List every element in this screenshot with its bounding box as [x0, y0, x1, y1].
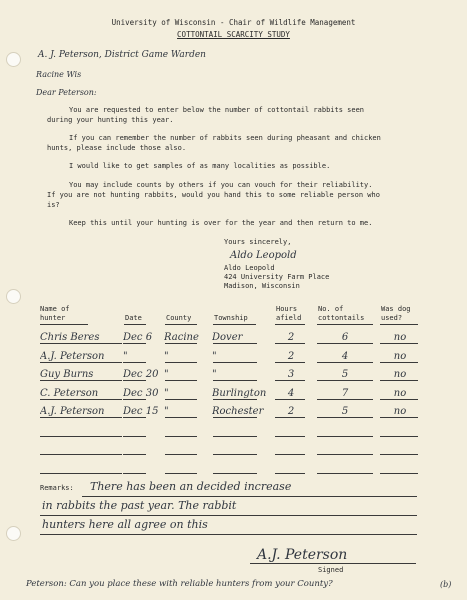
table-cell-hours: 3: [287, 369, 295, 380]
body-p4-line2: If you are not hunting rabbits, would you hand this to some reliable person who: [47, 191, 380, 199]
body-p1-line2: during your hunting this year.: [47, 116, 174, 124]
sender-address-1: 424 University Farm Place: [224, 273, 330, 281]
punch-hole: [6, 526, 21, 541]
table-cell-line: [275, 343, 305, 344]
table-cell-line: [40, 436, 122, 437]
study-title: COTTONTAIL SCARCITY STUDY: [177, 30, 290, 39]
remarks-label: Remarks:: [40, 484, 74, 492]
table-cell-county: ": [164, 406, 169, 417]
header-dog-1: Was dog: [381, 305, 411, 313]
table-cell-county: ": [164, 387, 169, 399]
table-cell-line: [275, 454, 305, 455]
header-underline: [275, 324, 305, 325]
table-cell-hunter: Guy Burns: [40, 369, 94, 380]
table-cell-line: [165, 436, 197, 437]
table-cell-cottontails: 6: [341, 332, 349, 343]
table-cell-township: ": [212, 369, 217, 380]
addressee-name: A. J. Peterson, District Game Warden: [38, 50, 206, 60]
body-p2-line2: hunts, please include those also.: [47, 144, 187, 152]
remarks-text-1: There has been an decided increase: [90, 480, 292, 493]
table-cell-hours: 2: [287, 406, 295, 417]
footnote: Peterson: Can you place these with reliable hunters from your County?: [26, 579, 333, 589]
remarks-line: [82, 496, 417, 497]
table-cell-line: [165, 417, 197, 418]
table-cell-line: [213, 417, 257, 418]
table-cell-line: [380, 399, 418, 400]
table-cell-line: [317, 380, 373, 381]
table-cell-dog: no: [393, 387, 407, 399]
table-cell-dog: no: [393, 350, 407, 362]
addressee-city: Racine Wis: [36, 70, 82, 79]
table-cell-line: [123, 436, 146, 437]
header-hours-2: afield: [276, 314, 302, 322]
table-cell-line: [380, 380, 418, 381]
table-cell-line: [380, 343, 418, 344]
table-cell-county: Racine: [164, 332, 199, 343]
peterson-signature: A.J. Peterson: [257, 547, 348, 563]
remarks-line: [40, 515, 417, 516]
table-cell-line: [40, 362, 122, 363]
table-cell-hours: 2: [287, 350, 295, 362]
table-cell-line: [213, 399, 257, 400]
signed-label: Signed: [318, 566, 344, 574]
table-cell-township: Burlington: [212, 387, 267, 399]
table-cell-line: [40, 343, 122, 344]
header-underline: [213, 324, 256, 325]
header-name-1: Name of: [40, 305, 70, 313]
table-cell-line: [317, 473, 373, 474]
body-p4-line3: is?: [47, 201, 60, 209]
punch-hole: [6, 52, 21, 67]
table-cell-cottontails: 4: [341, 350, 349, 362]
remarks-text-3: hunters here all agree on this: [42, 518, 208, 531]
table-cell-line: [275, 399, 305, 400]
table-cell-township: Dover: [212, 332, 243, 343]
table-cell-hunter: A.J. Peterson: [40, 350, 105, 362]
table-cell-township: Rochester: [212, 406, 264, 417]
table-cell-hunter: A.J. Peterson: [40, 406, 105, 417]
sender-name: Aldo Leopold: [224, 264, 275, 272]
table-cell-county: ": [164, 350, 169, 362]
table-cell-line: [317, 436, 373, 437]
table-cell-township: ": [212, 350, 217, 362]
table-cell-line: [275, 417, 305, 418]
table-cell-hours: 2: [287, 332, 295, 343]
table-cell-line: [123, 380, 146, 381]
table-cell-date: Dec 20: [123, 369, 159, 380]
table-cell-line: [317, 362, 373, 363]
table-cell-line: [213, 380, 257, 381]
table-cell-line: [380, 436, 418, 437]
remarks-text-2: in rabbits the past year. The rabbit: [42, 499, 237, 512]
header-underline: [165, 324, 197, 325]
body-p4-line1: You may include counts by others if you can vouch for their reliability.: [69, 181, 373, 189]
table-cell-line: [213, 343, 257, 344]
body-p2-line1: If you can remember the number of rabbits seen during pheasant and chicken: [69, 134, 381, 142]
table-cell-line: [40, 380, 122, 381]
table-cell-cottontails: 5: [341, 406, 349, 417]
sender-address-2: Madison, Wisconsin: [224, 282, 300, 290]
body-p5: Keep this until your hunting is over for the year and then return to me.: [69, 219, 373, 227]
header-name-2: hunter: [40, 314, 66, 322]
table-cell-line: [275, 473, 305, 474]
header-underline: [124, 324, 146, 325]
table-cell-date: Dec 15: [123, 406, 159, 417]
table-cell-date: Dec 6: [123, 332, 153, 343]
table-cell-line: [213, 454, 257, 455]
table-cell-hunter: Chris Beres: [40, 332, 100, 343]
table-cell-line: [40, 473, 122, 474]
header-cottontails-2: cottontails: [318, 314, 365, 322]
table-cell-dog: no: [393, 406, 407, 417]
table-cell-date: ": [123, 350, 128, 362]
table-cell-date: Dec 30: [123, 387, 159, 399]
table-cell-line: [40, 417, 122, 418]
table-cell-line: [123, 417, 146, 418]
body-p1-line1: You are requested to enter below the number of cottontail rabbits seen: [69, 106, 365, 114]
table-cell-line: [317, 399, 373, 400]
header-date: Date: [125, 314, 142, 322]
table-cell-line: [213, 473, 257, 474]
header-county: County: [166, 314, 192, 322]
header-cottontails-1: No. of: [318, 305, 344, 313]
table-cell-line: [165, 399, 197, 400]
table-cell-hours: 4: [287, 387, 295, 399]
table-cell-line: [123, 343, 146, 344]
table-cell-line: [123, 473, 146, 474]
salutation: Dear Peterson:: [36, 88, 97, 97]
table-cell-line: [165, 362, 197, 363]
table-cell-line: [165, 343, 197, 344]
table-cell-line: [380, 362, 418, 363]
table-cell-county: ": [164, 369, 169, 380]
table-cell-line: [40, 399, 122, 400]
table-cell-line: [380, 473, 418, 474]
table-cell-line: [275, 436, 305, 437]
table-cell-line: [165, 473, 197, 474]
header-underline: [40, 324, 88, 325]
punch-hole: [6, 289, 21, 304]
table-cell-line: [275, 362, 305, 363]
table-cell-line: [275, 380, 305, 381]
complimentary-close: Yours sincerely,: [224, 238, 292, 246]
table-cell-line: [123, 362, 146, 363]
signature-line: [250, 563, 416, 564]
table-cell-dog: no: [393, 369, 407, 380]
table-cell-line: [165, 454, 197, 455]
page-mark: (b): [440, 580, 452, 589]
table-cell-dog: no: [393, 332, 407, 343]
table-cell-line: [317, 417, 373, 418]
header-underline: [380, 324, 418, 325]
table-cell-line: [317, 343, 373, 344]
table-cell-hunter: C. Peterson: [40, 387, 99, 399]
header-underline: [317, 324, 373, 325]
leopold-signature: Aldo Leopold: [230, 250, 297, 261]
table-cell-line: [165, 380, 197, 381]
table-cell-cottontails: 7: [341, 387, 349, 399]
table-cell-line: [213, 362, 257, 363]
table-cell-line: [380, 454, 418, 455]
table-cell-line: [380, 417, 418, 418]
table-cell-line: [213, 436, 257, 437]
table-cell-line: [123, 454, 146, 455]
table-cell-line: [123, 399, 146, 400]
table-cell-cottontails: 5: [341, 369, 349, 380]
institution-heading: University of Wisconsin - Chair of Wildlife Management: [111, 18, 356, 27]
header-dog-2: used?: [381, 314, 403, 322]
body-p3: I would like to get samples of as many localities as possible.: [69, 162, 331, 170]
header-township: Township: [214, 314, 248, 322]
table-cell-line: [317, 454, 373, 455]
header-hours-1: Hours: [276, 305, 298, 313]
table-cell-line: [40, 454, 122, 455]
remarks-line: [40, 534, 417, 535]
